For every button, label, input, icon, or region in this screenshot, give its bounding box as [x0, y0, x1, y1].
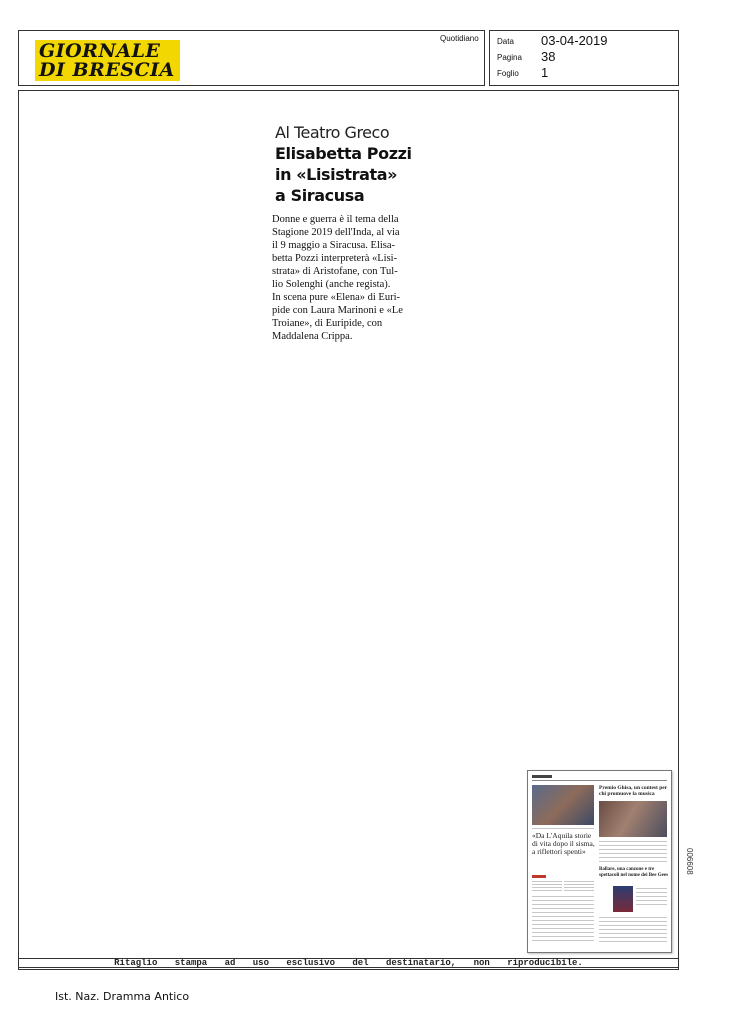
thumb-text-line: [599, 941, 667, 942]
thumb-text-line: [532, 916, 594, 917]
thumb-text-line: [599, 921, 667, 922]
thumb-text-line: [564, 884, 594, 885]
thumb-text-line: [599, 933, 667, 934]
archive-code: 006608: [685, 848, 694, 875]
thumb-headline-beegees: Ballare, una canzone e tre spettacoli nel nome dei Bee Gees: [599, 867, 669, 878]
body-line: Donne e guerra è il tema della: [272, 214, 399, 225]
thumb-headline-main: «Da L'Aquila storie di vita dopo il sisma, a riflettori spenti»: [532, 831, 595, 856]
article-kicker: Al Teatro Greco: [275, 123, 390, 142]
body-line: strata» di Aristofane, con Tul-: [272, 266, 398, 277]
thumb-text-line: [532, 890, 562, 891]
body-line: betta Pozzi interpreterà «Lisi-: [272, 253, 398, 264]
thumb-caption: [532, 828, 594, 829]
body-line: In scena pure «Elena» di Euri-: [272, 292, 400, 303]
thumb-text-line: [636, 888, 667, 889]
thumb-text-line: [532, 896, 594, 897]
thumb-text-line: [636, 900, 667, 901]
headline-line: a Siracusa: [275, 186, 365, 205]
thumb-text-line: [599, 925, 667, 926]
body-line: Maddalena Crippa.: [272, 331, 353, 342]
date-label: Data: [497, 37, 514, 46]
reproduction-notice: Ritaglio stampa ad uso esclusivo del destinatario, non riproducibile.: [114, 958, 583, 968]
thumb-photo-group: [532, 785, 594, 825]
thumb-text-line: [564, 890, 594, 891]
thumb-photo-band: [599, 801, 667, 837]
thumb-text-line: [532, 920, 594, 921]
date-value: 03-04-2019: [541, 33, 608, 48]
thumb-headline-contest: Premio Ghisa, un contest per chi promuove la musica: [599, 785, 668, 797]
sheet-value: 1: [541, 65, 549, 80]
thumb-text-line: [564, 881, 594, 882]
headline-line: in «Lisistrata»: [275, 165, 398, 184]
page-value: 38: [541, 49, 556, 64]
thumb-text-line: [599, 937, 667, 938]
page-thumbnail: [527, 770, 672, 953]
thumb-rule: [532, 780, 667, 781]
thumb-text-line: [532, 887, 562, 888]
thumb-text-line: [532, 881, 562, 882]
thumb-text-line: [599, 853, 667, 854]
body-line: pide con Laura Marinoni e «Le: [272, 305, 403, 316]
thumb-text-line: [564, 887, 594, 888]
thumb-text-line: [532, 928, 594, 929]
body-line: lio Solenghi (anche regista).: [272, 279, 391, 290]
body-line: il 9 maggio a Siracusa. Elisa-: [272, 240, 396, 251]
thumb-text-line: [599, 917, 667, 918]
thumb-text-line: [532, 908, 594, 909]
article-headline: [275, 143, 435, 206]
body-line: Troiane», di Euripide, con: [272, 318, 383, 329]
thumb-section-tag: [532, 775, 552, 778]
thumb-text-line: [599, 841, 667, 842]
thumb-text-line: [636, 904, 667, 905]
thumb-text-line: [532, 884, 562, 885]
thumb-text-line: [532, 904, 594, 905]
thumb-text-line: [532, 936, 594, 937]
newspaper-logo: [35, 40, 180, 81]
article-body: [272, 213, 426, 343]
thumb-text-line: [599, 929, 667, 930]
thumb-text-line: [599, 845, 667, 846]
body-line: Stagione 2019 dell'Inda, al via: [272, 227, 400, 238]
thumb-text-line: [636, 892, 667, 893]
thumb-photo-portrait: [613, 886, 633, 912]
thumb-text-line: [532, 912, 594, 913]
page-label: Pagina: [497, 53, 522, 62]
logo-line-1: GIORNALE: [39, 40, 161, 62]
thumb-text-line: [599, 861, 667, 862]
sheet-label: Foglio: [497, 69, 519, 78]
thumb-red-tag: [532, 875, 546, 878]
frequency-label: Quotidiano: [440, 34, 479, 43]
thumb-text-line: [532, 924, 594, 925]
thumb-text-line: [636, 896, 667, 897]
thumb-text-line: [599, 849, 667, 850]
logo-line-2: DI BRESCIA: [39, 59, 175, 81]
headline-line: Elisabetta Pozzi: [275, 144, 412, 163]
thumb-text-line: [532, 940, 594, 941]
thumb-text-line: [532, 932, 594, 933]
thumb-text-line: [599, 857, 667, 858]
thumb-text-line: [532, 900, 594, 901]
source-name: Ist. Naz. Dramma Antico: [55, 990, 190, 1003]
